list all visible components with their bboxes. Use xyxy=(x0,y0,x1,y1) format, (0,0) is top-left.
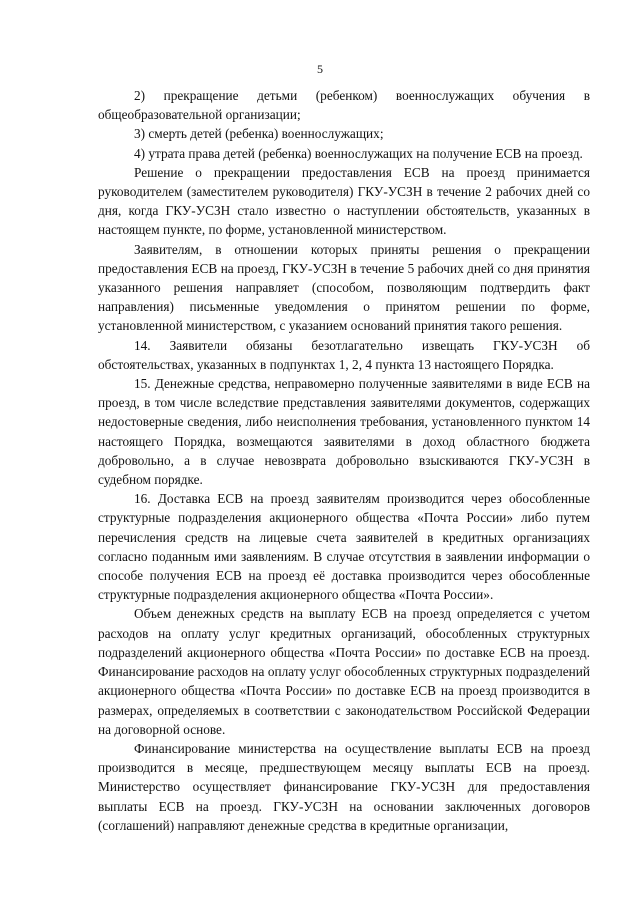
document-body xyxy=(98,86,590,835)
paragraph-applicant-notification: Заявителям, в отношении которых приняты решения о прекращении предоставления ЕСВ на проезд, ГКУ-УСЗН в течение 5 рабочих дней со дня принятия указанного решения направляет (способом, позволяющим подтвердить факт направления) письменные уведомления о принятом решении по форме, установленной министерством, с указанием оснований принятия такого решения. xyxy=(98,241,590,334)
paragraph-clause-16: 16. Доставка ЕСВ на проезд заявителям производится через обособленные структурные подразделения акционерного общества «Почта России» либо путем перечисления средств на лицевые счета заявителей в кредитных организациях согласно поданным ими заявлениям. В случае отсутствия в заявлении информации о способе получения ЕСВ на проезд её доставка производится через обособленные структурные подразделения акционерного общества «Почта России». xyxy=(98,491,590,603)
paragraph-item-2: 2) прекращение детьми (ребенком) военнослужащих обучения в общеобразовательной организации; xyxy=(98,88,590,123)
paragraph-ministry-financing: Финансирование министерства на осуществление выплаты ЕСВ на проезд производится в месяце, предшествующем месяцу выплаты ЕСВ на проезд. Министерство осуществляет финансирование ГКУ-УСЗН для предоставления выплаты ЕСВ на проезд. ГКУ-УСЗН на основании заключенных договоров (соглашений) направляют денежные средства в кредитные организации, xyxy=(98,740,590,833)
paragraph-item-3: 3) смерть детей (ребенка) военнослужащих; xyxy=(134,126,384,142)
paragraph-termination-decision: Решение о прекращении предоставления ЕСВ на проезд принимается руководителем (заместителем руководителя) ГКУ-УСЗН в течение 2 рабочих дней со дня, когда ГКУ-УСЗН стало известно о наступлении обстоятельств, указанных в настоящем пункте, по форме, установленной министерством. xyxy=(98,164,590,238)
paragraph-clause-14: 14. Заявители обязаны безотлагательно извещать ГКУ-УСЗН об обстоятельствах, указанных в подпунктах 1, 2, 4 пункта 13 настоящего Порядка. xyxy=(98,337,590,372)
paragraph-clause-15: 15. Денежные средства, неправомерно полученные заявителями в виде ЕСВ на проезд, в том числе вследствие представления заявителями документов, содержащих недостоверные сведения, либо неисполнения требования, установленного пунктом 14 настоящего Порядка, возмещаются заявителями в доход областного бюджета добровольно, а в случае невозврата добровольно взыскиваются ГКУ-УСЗН в судебном порядке. xyxy=(98,376,590,488)
page-number: 5 xyxy=(317,62,323,76)
paragraph-payment-volume: Объем денежных средств на выплату ЕСВ на проезд определяется с учетом расходов на оплату услуг кредитных организаций, обособленных структурных подразделений акционерного общества «Почта России» по доставке ЕСВ на проезд. Финансирование расходов на оплату услуг обособленных структурных подразделений акционерного общества «Почта России» по доставке ЕСВ на проезд производится в размерах, определяемых в соответствии с законодательством Российской Федерации на договорной основе. xyxy=(98,606,590,737)
paragraph-item-4: 4) утрата права детей (ребенка) военнослужащих на получение ЕСВ на проезд. xyxy=(134,145,583,161)
